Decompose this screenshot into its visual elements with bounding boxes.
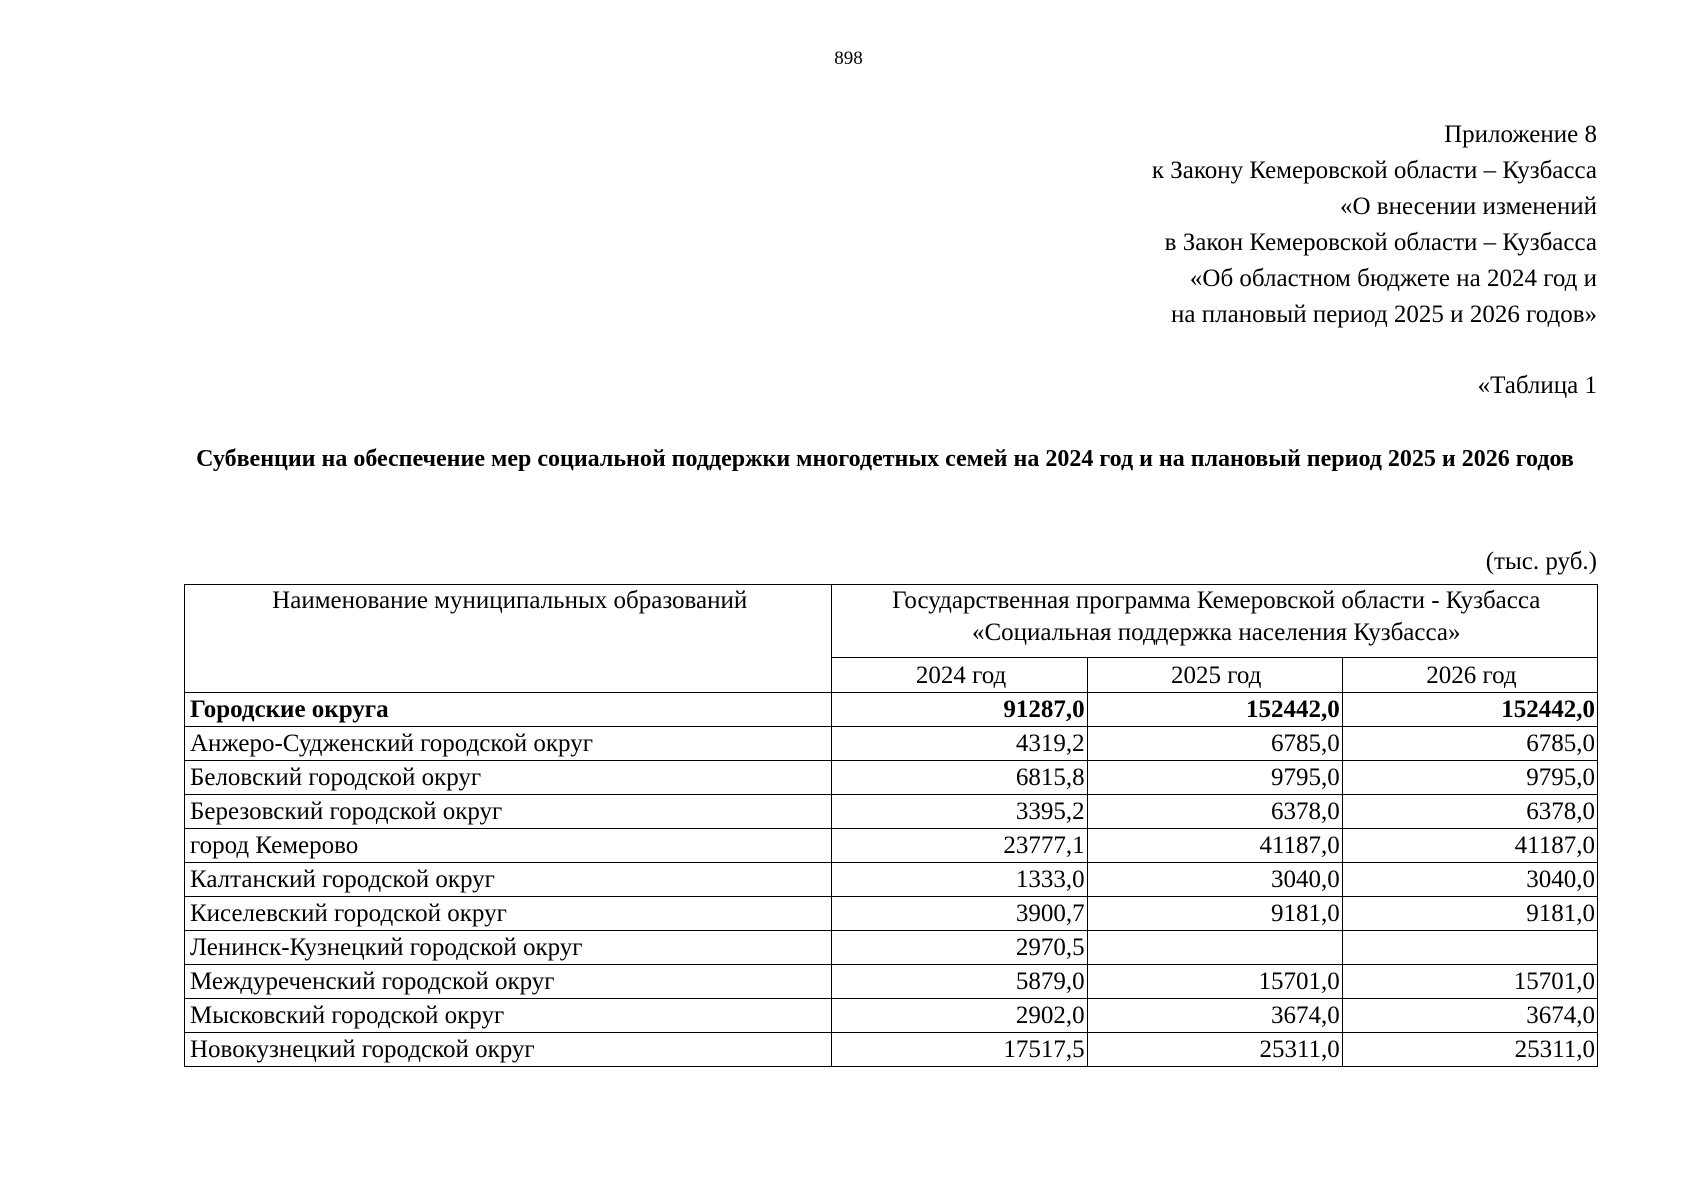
appendix-line: «О внесении изменений xyxy=(1339,193,1597,220)
table-row xyxy=(185,829,1598,863)
row-name: Междуреченский городской округ xyxy=(185,965,832,999)
row-name: Анжеро-Судженский городской округ xyxy=(185,727,832,761)
row-value-2025: 3040,0 xyxy=(1087,863,1342,897)
row-value-2026: 9181,0 xyxy=(1342,897,1597,931)
table-row xyxy=(185,931,1598,965)
row-value-2025: 6785,0 xyxy=(1087,727,1342,761)
row-name: Ленинск-Кузнецкий городской округ xyxy=(185,931,832,965)
header-municipality-name: Наименование муниципальных образований xyxy=(185,585,832,693)
header-year-2026: 2026 год xyxy=(1342,658,1597,693)
table-row xyxy=(185,863,1598,897)
row-value-2026 xyxy=(1342,931,1597,965)
row-name: город Кемерово xyxy=(185,829,832,863)
row-value-2025: 15701,0 xyxy=(1087,965,1342,999)
document-title: Субвенции на обеспечение мер социальной поддержки многодетных семей на 2024 год и на плановый период 2025 и 2026 годов xyxy=(196,446,1574,472)
row-value-2026: 6785,0 xyxy=(1342,727,1597,761)
row-value-2026: 41187,0 xyxy=(1342,829,1597,863)
row-value-2026: 3674,0 xyxy=(1342,999,1597,1033)
subsidies-table xyxy=(184,584,1598,1067)
table-row xyxy=(185,897,1598,931)
row-name: Новокузнецкий городской округ xyxy=(185,1033,832,1067)
table-row xyxy=(185,965,1598,999)
row-value-2025: 25311,0 xyxy=(1087,1033,1342,1067)
row-value-2024: 5879,0 xyxy=(832,965,1087,999)
row-value-2024: 6815,8 xyxy=(832,761,1087,795)
row-value-2026: 9795,0 xyxy=(1342,761,1597,795)
row-value-2026: 152442,0 xyxy=(1342,693,1597,727)
row-name: Киселевский городской округ xyxy=(185,897,832,931)
appendix-line: к Закону Кемеровской области – Кузбасса xyxy=(1151,157,1597,184)
table-row xyxy=(185,727,1598,761)
row-value-2026: 25311,0 xyxy=(1342,1033,1597,1067)
table-row-total xyxy=(185,693,1598,727)
appendix-line: на плановый период 2025 и 2026 годов» xyxy=(1171,301,1597,328)
row-value-2024: 4319,2 xyxy=(832,727,1087,761)
row-name: Беловский городской округ xyxy=(185,761,832,795)
row-value-2024: 3900,7 xyxy=(832,897,1087,931)
row-value-2026: 6378,0 xyxy=(1342,795,1597,829)
row-value-2024: 2970,5 xyxy=(832,931,1087,965)
row-value-2024: 1333,0 xyxy=(832,863,1087,897)
header-program-line: «Социальная поддержка населения Кузбасса» xyxy=(971,619,1461,646)
row-value-2025: 3674,0 xyxy=(1087,999,1342,1033)
row-value-2025: 41187,0 xyxy=(1087,829,1342,863)
row-name: Городские округа xyxy=(185,693,832,727)
table-label: «Таблица 1 xyxy=(1477,372,1597,399)
table-header xyxy=(185,585,1598,693)
row-name: Мысковский городской округ xyxy=(185,999,832,1033)
row-value-2024: 17517,5 xyxy=(832,1033,1087,1067)
row-name: Калтанский городской округ xyxy=(185,863,832,897)
header-program-line: Государственная программа Кемеровской области - Кузбасса xyxy=(892,587,1541,614)
row-value-2025: 152442,0 xyxy=(1087,693,1342,727)
page-number: 898 xyxy=(834,48,863,69)
row-value-2025: 9181,0 xyxy=(1087,897,1342,931)
table-body xyxy=(185,693,1598,1067)
table-row xyxy=(185,795,1598,829)
row-value-2024: 2902,0 xyxy=(832,999,1087,1033)
units-label: (тыс. руб.) xyxy=(1485,548,1597,575)
row-value-2025: 6378,0 xyxy=(1087,795,1342,829)
row-value-2024: 3395,2 xyxy=(832,795,1087,829)
row-value-2024: 91287,0 xyxy=(832,693,1087,727)
row-value-2026: 3040,0 xyxy=(1342,863,1597,897)
header-year-2025: 2025 год xyxy=(1087,658,1342,693)
table-row xyxy=(185,999,1598,1033)
appendix-line: Приложение 8 xyxy=(1444,121,1597,148)
row-value-2026: 15701,0 xyxy=(1342,965,1597,999)
appendix-line: «Об областном бюджете на 2024 год и xyxy=(1189,265,1597,292)
table-row xyxy=(185,1033,1598,1067)
header-state-program xyxy=(832,585,1598,658)
table-row xyxy=(185,761,1598,795)
appendix-line: в Закон Кемеровской области – Кузбасса xyxy=(1164,229,1597,256)
appendix-reference xyxy=(1152,117,1597,333)
row-value-2024: 23777,1 xyxy=(832,829,1087,863)
header-year-2024: 2024 год xyxy=(832,658,1087,693)
row-name: Березовский городской округ xyxy=(185,795,832,829)
row-value-2025: 9795,0 xyxy=(1087,761,1342,795)
row-value-2025 xyxy=(1087,931,1342,965)
